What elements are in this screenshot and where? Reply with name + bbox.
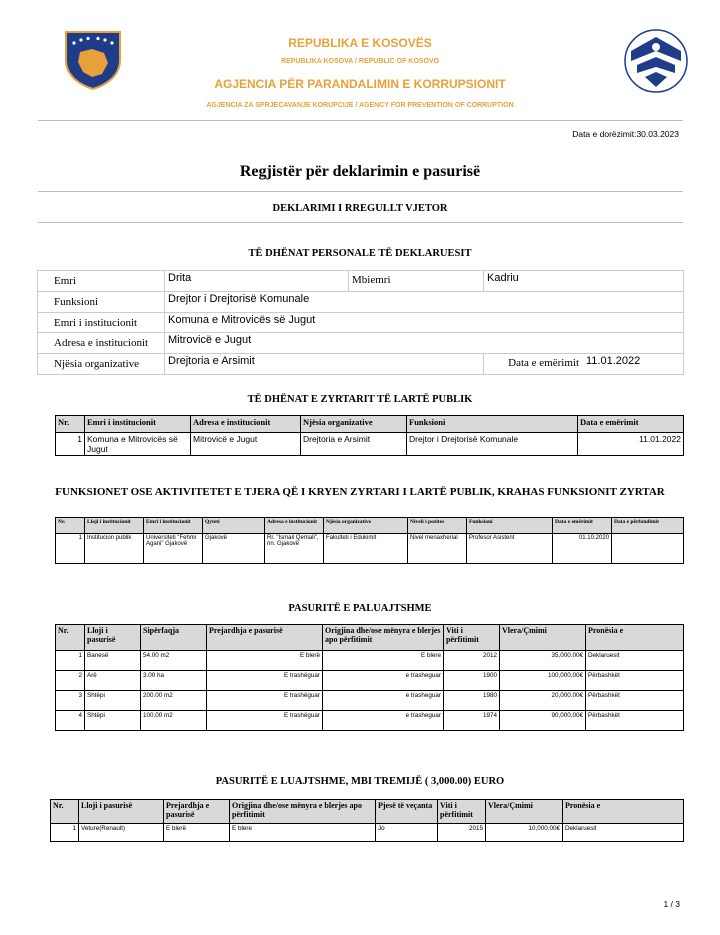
table-row <box>56 433 684 456</box>
table-header: Adresa e institucionit <box>191 416 301 433</box>
submission-date: Data e dorëzimit:30.03.2023 <box>572 129 679 139</box>
last-name-value: Kadriu <box>483 271 683 291</box>
personal-row <box>37 354 684 375</box>
table-cell: Veture(Renault) <box>79 824 164 842</box>
function-label: Funksioni <box>54 295 99 308</box>
appointment-date-label: Data e emërimit <box>483 354 583 374</box>
table-cell: 11.01.2022 <box>578 433 684 456</box>
other-functions-table <box>55 517 684 564</box>
table-header: Pjesë të veçanta <box>376 800 438 824</box>
table-cell: Përbashkët <box>586 691 684 711</box>
table-cell: E trashëguar <box>207 691 323 711</box>
table-cell: Fakulteti i Edukimit <box>324 534 408 564</box>
table-header: Viti i përfitimit <box>444 625 500 651</box>
institution-address-value: Mitrovicë e Jugut <box>164 333 683 353</box>
table-cell: 1 <box>56 433 85 456</box>
table-header: Adresa e institucionit <box>265 518 324 534</box>
table-cell: 35,000.00€ <box>500 651 586 671</box>
table-header: Viti i përfitimit <box>438 800 486 824</box>
table-header: Sipërfaqja <box>141 625 207 651</box>
personal-row <box>37 333 684 354</box>
table-cell: 3.00 ha <box>141 671 207 691</box>
table-cell: Universiteti "Fehmi Agani" Gjakovë <box>144 534 203 564</box>
table-cell: 54.00 m2 <box>141 651 207 671</box>
table-cell: Deklaruesit <box>563 824 684 842</box>
table-cell: 1974 <box>444 711 500 731</box>
table-cell: Mitrovicë e Jugut <box>191 433 301 456</box>
table-header: Lloji i pasurisë <box>85 625 141 651</box>
table-row <box>56 534 684 564</box>
first-name-value: Drita <box>164 271 348 291</box>
table-cell: Jo <box>376 824 438 842</box>
table-header: Niveli i pozites <box>408 518 467 534</box>
personal-data-heading: TË DHËNAT PERSONALE TË DEKLARUESIT <box>248 248 472 259</box>
table-cell: Nivel menaxherial <box>408 534 467 564</box>
institution-address-label: Adresa e institucionit <box>54 337 149 350</box>
table-cell: Shtëpi <box>85 711 141 731</box>
table-row <box>51 824 684 842</box>
table-header: Vlera/Çmimi <box>500 625 586 651</box>
page-number: 1 / 3 <box>663 899 680 909</box>
table-header: Funksioni <box>407 416 578 433</box>
table-cell: E blere <box>323 651 444 671</box>
table-cell: 1980 <box>444 691 500 711</box>
table-cell: Rr. "Ismail Qemali", nn. Gjakovë <box>265 534 324 564</box>
document-title: Regjistër për deklarimin e pasurisë <box>239 163 481 180</box>
immovable-assets-table <box>55 624 684 731</box>
table-row <box>56 691 684 711</box>
table-header: Data e emërimit <box>553 518 612 534</box>
appointment-date-value: 11.01.2022 <box>586 355 641 368</box>
table-row <box>56 671 684 691</box>
header-divider <box>38 120 683 121</box>
function-value: Drejtor i Drejtorisë Komunale <box>164 292 683 312</box>
table-cell: Komuna e Mitrovicës së Jugut <box>85 433 191 456</box>
table-cell: E blere <box>230 824 376 842</box>
table-header: Pronësia e <box>586 625 684 651</box>
table-cell: 100.00 m2 <box>141 711 207 731</box>
table-cell: 2 <box>56 671 85 691</box>
table-header: Nr. <box>51 800 79 824</box>
table-header: Emri i institucionit <box>144 518 203 534</box>
agency-subtitle: AGJENCIA ZA SPRJECAVANJE KORUPCIJE / AGENCY FOR PREVENTION OF CORRUPTION <box>206 102 514 109</box>
table-header: Vlera/Çmimi <box>486 800 563 824</box>
table-header: Prejardhja e pasurisë <box>164 800 230 824</box>
movable-assets-heading: PASURITË E LUAJTSHME, MBI TREMIJË ( 3,000.00) EURO <box>215 776 505 787</box>
table-cell: Drejtor i Drejtorisë Komunale <box>407 433 578 456</box>
institution-name-label: Emri i institucionit <box>54 316 138 329</box>
table-cell: 4 <box>56 711 85 731</box>
table-cell: 100,000.00€ <box>500 671 586 691</box>
table-cell: e trasheguar <box>323 671 444 691</box>
table-cell: 1 <box>51 824 79 842</box>
table-header: Lloji i pasurisë <box>79 800 164 824</box>
table-header: Njësia organizative <box>301 416 407 433</box>
table-cell: Arë <box>85 671 141 691</box>
personal-data-grid <box>37 270 684 375</box>
table-header: Origjina dhe/ose mënyra e blerjes apo përfitimit <box>230 800 376 824</box>
table-header: Data e emërimit <box>578 416 684 433</box>
table-header: Funksioni <box>467 518 553 534</box>
table-cell <box>612 534 684 564</box>
table-header-row <box>56 625 684 651</box>
divider <box>38 222 683 223</box>
table-header: Emri i institucionit <box>85 416 191 433</box>
table-header: Lloji i institucionit <box>85 518 144 534</box>
personal-row <box>37 313 684 334</box>
immovable-assets-heading: PASURITË E PALUAJTSHME <box>288 603 432 614</box>
table-cell: Përbashkët <box>586 711 684 731</box>
table-cell: 10,000.00€ <box>486 824 563 842</box>
table-cell: Institucion publik <box>85 534 144 564</box>
other-functions-heading: FUNKSIONET OSE AKTIVITETET E TJERA QË I KRYEN ZYRTARI I LARTË PUBLIK, KRAHAS FUNKSIONIT ZYRTAR <box>55 486 665 498</box>
table-cell: Përbashkët <box>586 671 684 691</box>
table-cell: E blerë <box>164 824 230 842</box>
table-cell: 01.10.2020 <box>553 534 612 564</box>
table-cell: 1 <box>56 651 85 671</box>
table-header: Pronësia e <box>563 800 684 824</box>
divider <box>38 191 683 192</box>
table-cell: E blerë <box>207 651 323 671</box>
table-cell: 2015 <box>438 824 486 842</box>
org-unit-label: Njësia organizative <box>54 358 140 371</box>
table-cell: E trashëguar <box>207 711 323 731</box>
table-cell: 200.00 m2 <box>141 691 207 711</box>
table-header: Qyteti <box>203 518 265 534</box>
table-row <box>56 711 684 731</box>
table-cell: Gjakovë <box>203 534 265 564</box>
personal-row <box>37 271 684 292</box>
republic-subtitle: REPUBLIKA KOSOVA / REPUBLIC OF KOSOVO <box>280 58 440 65</box>
declaration-type: DEKLARIMI I RREGULLT VJETOR <box>272 203 448 214</box>
table-header-row <box>56 518 684 534</box>
table-cell: Banesë <box>85 651 141 671</box>
table-row <box>56 651 684 671</box>
table-cell: 1 <box>56 534 85 564</box>
table-cell: Profesor Asistent <box>467 534 553 564</box>
table-header: Nr. <box>56 416 85 433</box>
table-header: Prejardhja e pasurisë <box>207 625 323 651</box>
table-header-row <box>56 416 684 433</box>
agency-title: AGJENCIA PËR PARANDALIMIN E KORRUPSIONIT <box>214 77 506 91</box>
table-cell: Deklaruesit <box>586 651 684 671</box>
table-header: Origjina dhe/ose mënyra e blerjes apo përfitimit <box>323 625 444 651</box>
table-header-row <box>51 800 684 824</box>
document-header <box>0 0 720 127</box>
table-header: Nr. <box>56 518 85 534</box>
last-name-label: Mbiemri <box>348 271 483 291</box>
institution-name-value: Komuna e Mitrovicës së Jugut <box>164 313 683 333</box>
table-header: Njësia organizative <box>324 518 408 534</box>
table-header: Data e përfundimit <box>612 518 684 534</box>
table-cell: 2012 <box>444 651 500 671</box>
table-cell: e trasheguar <box>323 711 444 731</box>
table-cell: Drejtoria e Arsimit <box>301 433 407 456</box>
official-data-heading: TË DHËNAT E ZYRTARIT TË LARTË PUBLIK <box>247 394 473 405</box>
org-unit-value: Drejtoria e Arsimit <box>164 354 483 374</box>
table-cell: 3 <box>56 691 85 711</box>
movable-assets-table <box>50 799 684 842</box>
republic-title: REPUBLIKA E KOSOVËS <box>288 36 432 50</box>
official-table <box>55 415 684 456</box>
table-cell: E trashëguar <box>207 671 323 691</box>
table-cell: 20,000.00€ <box>500 691 586 711</box>
table-header: Nr. <box>56 625 85 651</box>
agency-logo-icon <box>617 27 695 95</box>
table-cell: 1900 <box>444 671 500 691</box>
first-name-label: Emri <box>54 275 76 287</box>
personal-row <box>37 292 684 313</box>
table-cell: 90,000.00€ <box>500 711 586 731</box>
table-cell: Shtëpi <box>85 691 141 711</box>
table-cell: e trasheguar <box>323 691 444 711</box>
